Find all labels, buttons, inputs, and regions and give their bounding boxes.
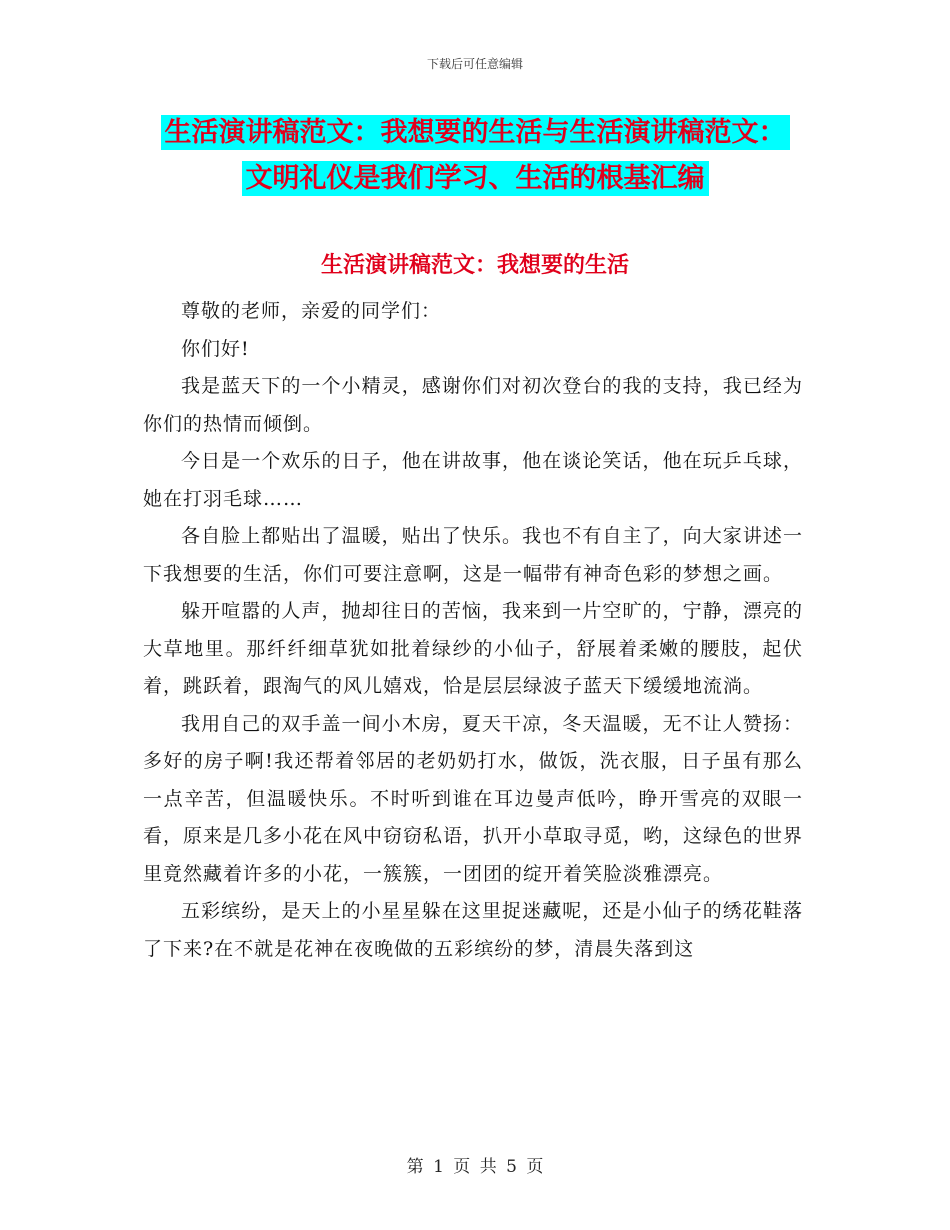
paragraph: 你们好! (181, 337, 250, 360)
paragraph: 今日是一个欢乐的日子，他在讲故事，他在谈论笑话，他在玩乒乓球，她在打羽毛球…… (143, 450, 803, 510)
paragraph: 尊敬的老师，亲爱的同学们： (181, 300, 442, 322)
paragraph: 五彩缤纷，是天上的小星星躲在这里捉迷藏呢，还是小仙子的绣花鞋落了下来?在不就是花神在夜晚做的五彩缤纷的梦，清晨失落到这 (143, 900, 803, 960)
paragraph: 躲开喧嚣的人声，抛却往日的苦恼，我来到一片空旷的，宁静，漂亮的大草地里。那纤纤细草犹如批着绿纱的小仙子，舒展着柔嫩的腰肢，起伏着，跳跃着，跟淘气的风儿嬉戏，恰是层层绿波子蓝天下缓缓地流淌。 (143, 600, 803, 697)
section-title: 生活演讲稿范文：我想要的生活 (320, 253, 629, 278)
document-title (0, 110, 950, 202)
document-title-line-1: 生活演讲稿范文：我想要的生活与生活演讲稿范文： (161, 115, 790, 150)
document-body (143, 293, 803, 968)
page-number-footer: 第 1 页 共 5 页 (406, 1157, 544, 1177)
paragraph: 我是蓝天下的一个小精灵，感谢你们对初次登台的我的支持，我已经为你们的热情而倾倒。 (143, 375, 803, 435)
document-title-line-2: 文明礼仪是我们学习、生活的根基汇编 (242, 161, 709, 196)
page-header-note: 下载后可任意编辑 (426, 57, 523, 71)
paragraph: 我用自己的双手盖一间小木房，夏天干凉，冬天温暖，无不让人赞扬：多好的房子啊!我还帮着邻居的老奶奶打水，做饭，洗衣服，日子虽有那么一点辛苦，但温暖快乐。不时听到谁在耳边曼声低吟，睁开雪亮的双眼一看，原来是几多小花在风中窃窃私语，扒开小草取寻觅，哟，这绿色的世界里竟然藏着许多的小花，一簇簇，一团团的绽开着笑脸淡雅漂亮。 (143, 712, 804, 885)
paragraph: 各自脸上都贴出了温暖，贴出了快乐。我也不有自主了，向大家讲述一下我想要的生活，你们可要注意啊，这是一幅带有神奇色彩的梦想之画。 (143, 525, 803, 585)
